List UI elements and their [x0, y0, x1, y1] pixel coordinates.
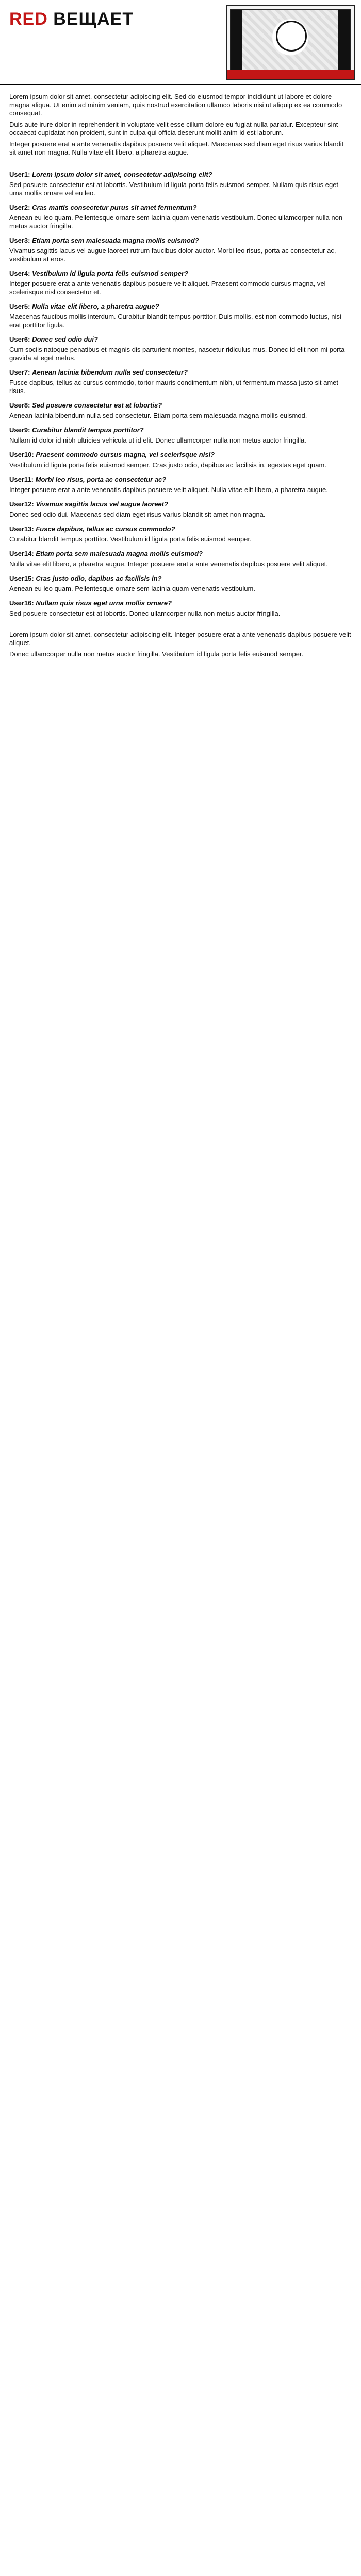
- qa-question-text: Morbi leo risus, porta ac consectetur ac?: [35, 476, 167, 483]
- qa-nick: User12: [9, 500, 32, 508]
- qa-question-text: Aenean lacinia bibendum nulla sed consectetur?: [32, 368, 188, 376]
- qa-item: [9, 204, 352, 230]
- qa-answer: Nulla vitae elit libero, a pharetra augue. Integer posuere erat a ante venenatis dapibus posuere velit aliquet.: [9, 560, 328, 568]
- qa-item: [9, 574, 352, 593]
- qa-question-text: Lorem ipsum dolor sit amet, consectetur adipiscing elit?: [32, 171, 212, 178]
- qa-question-text: Vestibulum id ligula porta felis euismod semper?: [32, 269, 189, 277]
- qa-question-text: Cras mattis consectetur purus sit amet fermentum?: [32, 204, 197, 211]
- qa-question: User1: Lorem ipsum dolor sit amet, consectetur adipiscing elit?: [9, 171, 212, 178]
- qa-question: User4: Vestibulum id ligula porta felis euismod semper?: [9, 269, 189, 277]
- qa-nick: User4: [9, 269, 28, 277]
- qa-nick: User2: [9, 204, 28, 211]
- qa-question-text: Etiam porta sem malesuada magna mollis euismod?: [32, 236, 199, 244]
- qa-answer: Integer posuere erat a ante venenatis dapibus posuere velit aliquet. Nulla vitae elit libero, a pharetra augue.: [9, 486, 328, 494]
- qa-answer: Vivamus sagittis lacus vel augue laoreet rutrum faucibus dolor auctor. Morbi leo risus, porta ac consectetur ac, vestibulum at eros.: [9, 247, 336, 263]
- qa-question-text: Nulla vitae elit libero, a pharetra augue?: [32, 302, 159, 310]
- qa-question-text: Donec sed odio dui?: [32, 335, 98, 343]
- qa-question-text: Praesent commodo cursus magna, vel scelerisque nisl?: [36, 451, 215, 459]
- qa-question-text: Etiam porta sem malesuada magna mollis euismod?: [36, 550, 203, 557]
- qa-question: User5: Nulla vitae elit libero, a pharetra augue?: [9, 302, 159, 310]
- intro-paragraph: Lorem ipsum dolor sit amet, consectetur adipiscing elit. Sed do eiusmod tempor incididunt ut labore et dolore magna aliqua. Ut enim ad minim veniam, quis nostrud exercitation ullamco laboris nisi ut aliquip ex ea commodo consequat.: [9, 93, 342, 117]
- qa-nick: User14: [9, 550, 32, 557]
- post-content: [0, 93, 361, 662]
- brand: [9, 9, 134, 29]
- brand-right: ВЕЩАЕТ: [53, 9, 134, 29]
- intro-paragraph: Duis aute irure dolor in reprehenderit in voluptate velit esse cillum dolore eu fugiat nulla pariatur. Excepteur sint occaecat cupidatat non proident, sunt in culpa qui officia deserunt mollit anim id est laborum.: [9, 121, 338, 137]
- qa-question: User15: Cras justo odio, dapibus ac facilisis in?: [9, 574, 162, 582]
- qa-question-text: Vivamus sagittis lacus vel augue laoreet?: [36, 500, 169, 508]
- qa-question-text: Cras justo odio, dapibus ac facilisis in?: [36, 574, 162, 582]
- header: [0, 0, 361, 85]
- qa-item: [9, 368, 352, 395]
- qa-nick: User9: [9, 426, 28, 434]
- qa-item: [9, 335, 352, 362]
- qa-question-text: Sed posuere consectetur est at lobortis?: [32, 401, 162, 409]
- qa-nick: User1: [9, 171, 28, 178]
- qa-item: [9, 525, 352, 544]
- qa-nick: User8: [9, 401, 28, 409]
- qa-question: User7: Aenean lacinia bibendum nulla sed consectetur?: [9, 368, 188, 376]
- qa-answer: Vestibulum id ligula porta felis euismod semper. Cras justo odio, dapibus ac facilisis in, egestas eget quam.: [9, 461, 326, 469]
- qa-item: [9, 476, 352, 494]
- qa-question: User6: Donec sed odio dui?: [9, 335, 98, 343]
- qa-question: User11: Morbi leo risus, porta ac consectetur ac?: [9, 476, 167, 483]
- intro: [9, 93, 352, 157]
- outro-paragraph: Donec ullamcorper nulla non metus auctor fringilla. Vestibulum id ligula porta felis euismod semper.: [9, 650, 304, 658]
- qa-item: [9, 500, 352, 519]
- qa-question: User2: Cras mattis consectetur purus sit amet fermentum?: [9, 204, 197, 211]
- qa-nick: User15: [9, 574, 32, 582]
- qa-section: [9, 171, 352, 618]
- qa-nick: User5: [9, 302, 28, 310]
- qa-nick: User16: [9, 599, 32, 607]
- header-hero-image: [226, 5, 355, 80]
- qa-question: User10: Praesent commodo cursus magna, vel scelerisque nisl?: [9, 451, 215, 459]
- qa-nick: User13: [9, 525, 32, 533]
- qa-answer: Curabitur blandit tempus porttitor. Vestibulum id ligula porta felis euismod semper.: [9, 535, 252, 543]
- outro: [9, 631, 352, 658]
- qa-answer: Cum sociis natoque penatibus et magnis dis parturient montes, nascetur ridiculus mus. Donec id elit non mi porta gravida at eget metus.: [9, 346, 345, 362]
- intro-paragraph: Integer posuere erat a ante venenatis dapibus posuere velit aliquet. Maecenas sed diam eget risus varius blandit sit amet non magna. Nulla vitae elit libero, a pharetra augue.: [9, 140, 344, 156]
- qa-item: [9, 401, 352, 420]
- qa-question: User13: Fusce dapibus, tellus ac cursus commodo?: [9, 525, 175, 533]
- qa-answer: Nullam id dolor id nibh ultricies vehicula ut id elit. Donec ullamcorper nulla non metus auctor fringilla.: [9, 436, 306, 444]
- qa-question: User8: Sed posuere consectetur est at lobortis?: [9, 401, 162, 409]
- qa-answer: Donec sed odio dui. Maecenas sed diam eget risus varius blandit sit amet non magna.: [9, 511, 266, 518]
- qa-item: [9, 426, 352, 445]
- qa-item: [9, 236, 352, 263]
- qa-answer: Maecenas faucibus mollis interdum. Curabitur blandit tempus porttitor. Duis mollis, est non commodo luctus, nisi erat porttitor ligula.: [9, 313, 341, 329]
- qa-question-text: Fusce dapibus, tellus ac cursus commodo?: [36, 525, 175, 533]
- qa-nick: User7: [9, 368, 28, 376]
- qa-nick: User6: [9, 335, 28, 343]
- qa-question: User12: Vivamus sagittis lacus vel augue laoreet?: [9, 500, 169, 508]
- qa-item: [9, 451, 352, 469]
- outro-paragraph: Lorem ipsum dolor sit amet, consectetur adipiscing elit. Integer posuere erat a ante venenatis dapibus posuere velit aliquet.: [9, 631, 351, 647]
- qa-question-text: Nullam quis risus eget urna mollis ornare?: [36, 599, 172, 607]
- qa-item: [9, 599, 352, 618]
- qa-answer: Sed posuere consectetur est at lobortis. Donec ullamcorper nulla non metus auctor fringilla.: [9, 609, 281, 617]
- qa-question: User16: Nullam quis risus eget urna mollis ornare?: [9, 599, 172, 607]
- brand-left: RED: [9, 9, 48, 29]
- qa-question: User9: Curabitur blandit tempus porttitor?: [9, 426, 144, 434]
- qa-nick: User11: [9, 476, 31, 483]
- qa-nick: User3: [9, 236, 28, 244]
- qa-question: User3: Etiam porta sem malesuada magna mollis euismod?: [9, 236, 199, 244]
- qa-answer: Aenean eu leo quam. Pellentesque ornare sem lacinia quam venenatis vestibulum. Donec ullamcorper nulla non metus auctor fringilla.: [9, 214, 343, 230]
- qa-answer: Aenean lacinia bibendum nulla sed consectetur. Etiam porta sem malesuada magna mollis euismod.: [9, 412, 307, 419]
- qa-item: [9, 550, 352, 568]
- qa-answer: Aenean eu leo quam. Pellentesque ornare sem lacinia quam venenatis vestibulum.: [9, 585, 255, 592]
- qa-answer: Sed posuere consectetur est at lobortis. Vestibulum id ligula porta felis euismod semper. Nullam quis risus eget urna mollis ornare vel eu leo.: [9, 181, 339, 197]
- qa-answer: Integer posuere erat a ante venenatis dapibus posuere velit aliquet. Praesent commodo cursus magna, vel scelerisque nisl consectetur et.: [9, 280, 326, 296]
- hero-face-icon: [276, 21, 307, 52]
- qa-item: [9, 171, 352, 197]
- hero-accent-bar: [227, 70, 354, 79]
- qa-item: [9, 269, 352, 296]
- qa-question: User14: Etiam porta sem malesuada magna mollis euismod?: [9, 550, 203, 557]
- qa-item: [9, 302, 352, 329]
- qa-answer: Fusce dapibus, tellus ac cursus commodo, tortor mauris condimentum nibh, ut fermentum massa justo sit amet risus.: [9, 379, 338, 395]
- qa-question-text: Curabitur blandit tempus porttitor?: [32, 426, 144, 434]
- qa-nick: User10: [9, 451, 32, 459]
